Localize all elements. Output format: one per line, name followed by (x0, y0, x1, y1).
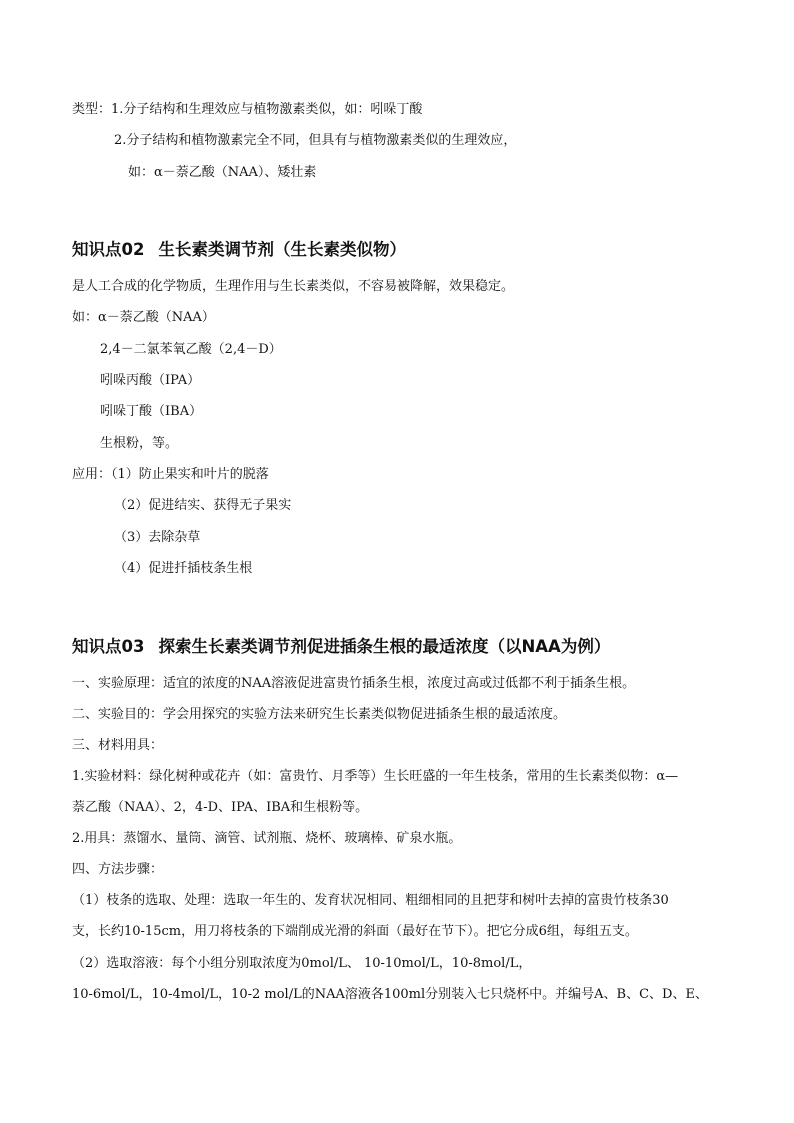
section-03-line: 支，长约10-15cm，用刀将枝条的下端削成光滑的斜面（最好在节下）。把它分成6组，每组五支。 (72, 924, 638, 939)
section-03-line: 三、材料用具： (72, 738, 164, 753)
section-03-title: 探索生长素类调节剂促进插条生根的最适浓度（以NAA为例） (158, 637, 611, 656)
section-03-line: 二、实验目的：学会用探究的实验方法来研究生长素类似物促进插条生根的最适浓度。 (72, 707, 567, 722)
application-line: （2）促进结实、获得无子果实 (114, 498, 292, 513)
application-line: （3）去除杂草 (114, 530, 201, 545)
section-03-line: 四、方法步骤： (72, 862, 164, 877)
types-line-3: 如：α－萘乙酸（NAA）、矮壮素 (128, 165, 317, 180)
application-line: 应用：（1）防止果实和叶片的脱落 (72, 467, 269, 482)
section-02-heading (72, 240, 406, 260)
section-03-line: 10-6mol/L，10-4mol/L，10-2 mol/L的NAA溶液各100ml分别装入七只烧杯中。并编号A、B、C、D、E、 (72, 987, 708, 1002)
types-line-2: 2.分子结构和植物激素完全不同，但具有与植物激素类似的生理效应， (114, 133, 517, 148)
example-line: 如：α－萘乙酸（NAA） (72, 310, 215, 325)
example-line: 吲哚丁酸（IBA） (100, 404, 203, 419)
section-03-heading (72, 637, 610, 657)
example-line: 生根粉，等。 (100, 436, 179, 451)
section-02-intro: 是人工合成的化学物质，生理作用与生长素类似，不容易被降解，效果稳定。 (72, 279, 515, 294)
types-line-1: 类型：1.分子结构和生理效应与植物激素类似，如：吲哚丁酸 (72, 102, 423, 117)
section-02-number: 知识点02 (72, 240, 145, 259)
section-03-line: 萘乙酸（NAA）、2，4-D、IPA、IBA和生根粉等。 (72, 800, 369, 815)
section-03-line: 1.实验材料：绿化树种或花卉（如：富贵竹、月季等）生长旺盛的一年生枝条，常用的生长素类似物：α— (72, 769, 679, 784)
example-line: 吲哚丙酸（IPA） (100, 373, 201, 388)
section-02-title: 生长素类调节剂（生长素类似物） (158, 240, 406, 259)
example-line: 2,4－二氯苯氧乙酸（2,4－D） (100, 342, 282, 357)
application-line: （4）促进扦插枝条生根 (114, 561, 253, 576)
section-03-line: （1）枝条的选取、处理：选取一年生的、发育状况相同、粗细相同的且把芽和树叶去掉的富贵竹枝条30 (72, 893, 669, 908)
section-03-line: 2.用具：蒸馏水、量筒、滴管、试剂瓶、烧杯、玻璃棒、矿泉水瓶。 (72, 831, 462, 846)
section-03-line: 一、实验原理：适宜的浓度的NAA溶液促进富贵竹插条生根，浓度过高或过低都不利于插条生根。 (72, 676, 636, 691)
section-03-number: 知识点03 (72, 637, 145, 656)
section-03-line: （2）选取溶液：每个小组分别取浓度为0mol/L、 10-10mol/L，10-8mol/L， (72, 956, 532, 971)
